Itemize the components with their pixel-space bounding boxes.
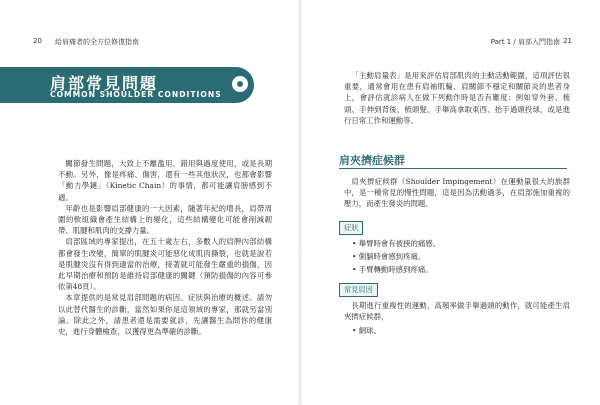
paragraph: 關節發生問題，大致上不離濫用、錯用與過度使用，或是長期不動。另外，像是疼痛、傷害，還有一些其他狀況，也都會影響「動力學鏈」（Kinetic Chain）的事情，都可能讓肩膀感到不適。 xyxy=(58,159,272,202)
paragraph: 「主動肩量表」是用來評估肩部肌肉的主動活動範圍，這項評估很重要，通常會用在患有肩袖肌輪、肩關節不穩定和關節炎的患者身上，會評估就診病人在做下列動作時是否有難度：例如穿外套、梳頭、手伸到背後、梳頭髮、手舉高拿取東西、抬手過頭投球，或是進行日常工作和運動等。 xyxy=(344,71,570,125)
paragraph: 肩夾擠症候群（Shoulder Impingement）在運動量很大的族群中，是一種常見的慢性問題，這是因為活動過多，在肩部施加重複的壓力，而產生發炎的問題。 xyxy=(344,177,570,209)
causes-label: 常見肩因 xyxy=(339,283,378,297)
list-item: • 手臂轉動時感到疼痛。 xyxy=(352,263,552,276)
list-item: • 網球。 xyxy=(352,324,552,337)
list-item: • 舉臂時會有被挾的痛感。 xyxy=(352,237,552,250)
causes-text xyxy=(344,300,570,322)
chapter-title: 肩部常見問題 xyxy=(50,74,159,93)
paragraph: 肩部區域的專家提出，在五十歲左右，多數人的肩胛內部結構都會發生改變，簡單的肌腱炎可能惡化成肌肉撕裂，也就是說若是肌腱炎沒有得到適當的治療，接著就可能發生嚴重的損傷，因此早期治療和預防是維持肩部健康的關鍵（預防損傷的內容可參依第48頁）。 xyxy=(58,237,272,292)
section-heading: 肩夾擠症候群 xyxy=(339,154,405,167)
running-title: Part 1 / 肩部入門指南 xyxy=(490,38,560,46)
body-text xyxy=(58,158,272,337)
symptoms-label: 症狀 xyxy=(339,221,363,235)
chapter-subtitle: COMMON SHOULDER CONDITIONS xyxy=(50,90,222,99)
section-divider xyxy=(339,168,567,169)
page-number: 21 xyxy=(563,37,572,45)
paragraph: 年齡也是影響肩部健康的一大因素，隨著年紀的增長，肩帶周圍的軟組織會產生結構上的變化，這些結構變化可能會削減韌帶、肌腱和肌肉的支撐力量。 xyxy=(58,203,272,236)
section-text xyxy=(344,176,570,210)
chapter-banner xyxy=(0,67,254,103)
symptoms-list xyxy=(352,237,552,276)
paragraph: 長期進行重複性的運動、高頻率做手舉過頭的動作，就可能產生肩夾擠症候群， xyxy=(344,301,570,322)
intro-text xyxy=(344,70,570,126)
running-title: 給肩痛者的全方位修復指南 xyxy=(55,38,139,46)
bullet-circle-icon xyxy=(232,76,248,92)
causes-list xyxy=(352,324,552,337)
paragraph: 本章提供的是常見肩部問題的病因、症狀與治療的概述。請勿以此替代醫生的診斷，當然如果你是這領域的專家，那就另當別論。除此之外，請患者還是需要就診，先讓醫生為問你的健康史，進行身體檢查，以獲得更為準確的診斷。 xyxy=(58,293,272,337)
list-item: • 側躺時會感到疼痛。 xyxy=(352,250,552,263)
page-number: 20 xyxy=(33,37,42,45)
